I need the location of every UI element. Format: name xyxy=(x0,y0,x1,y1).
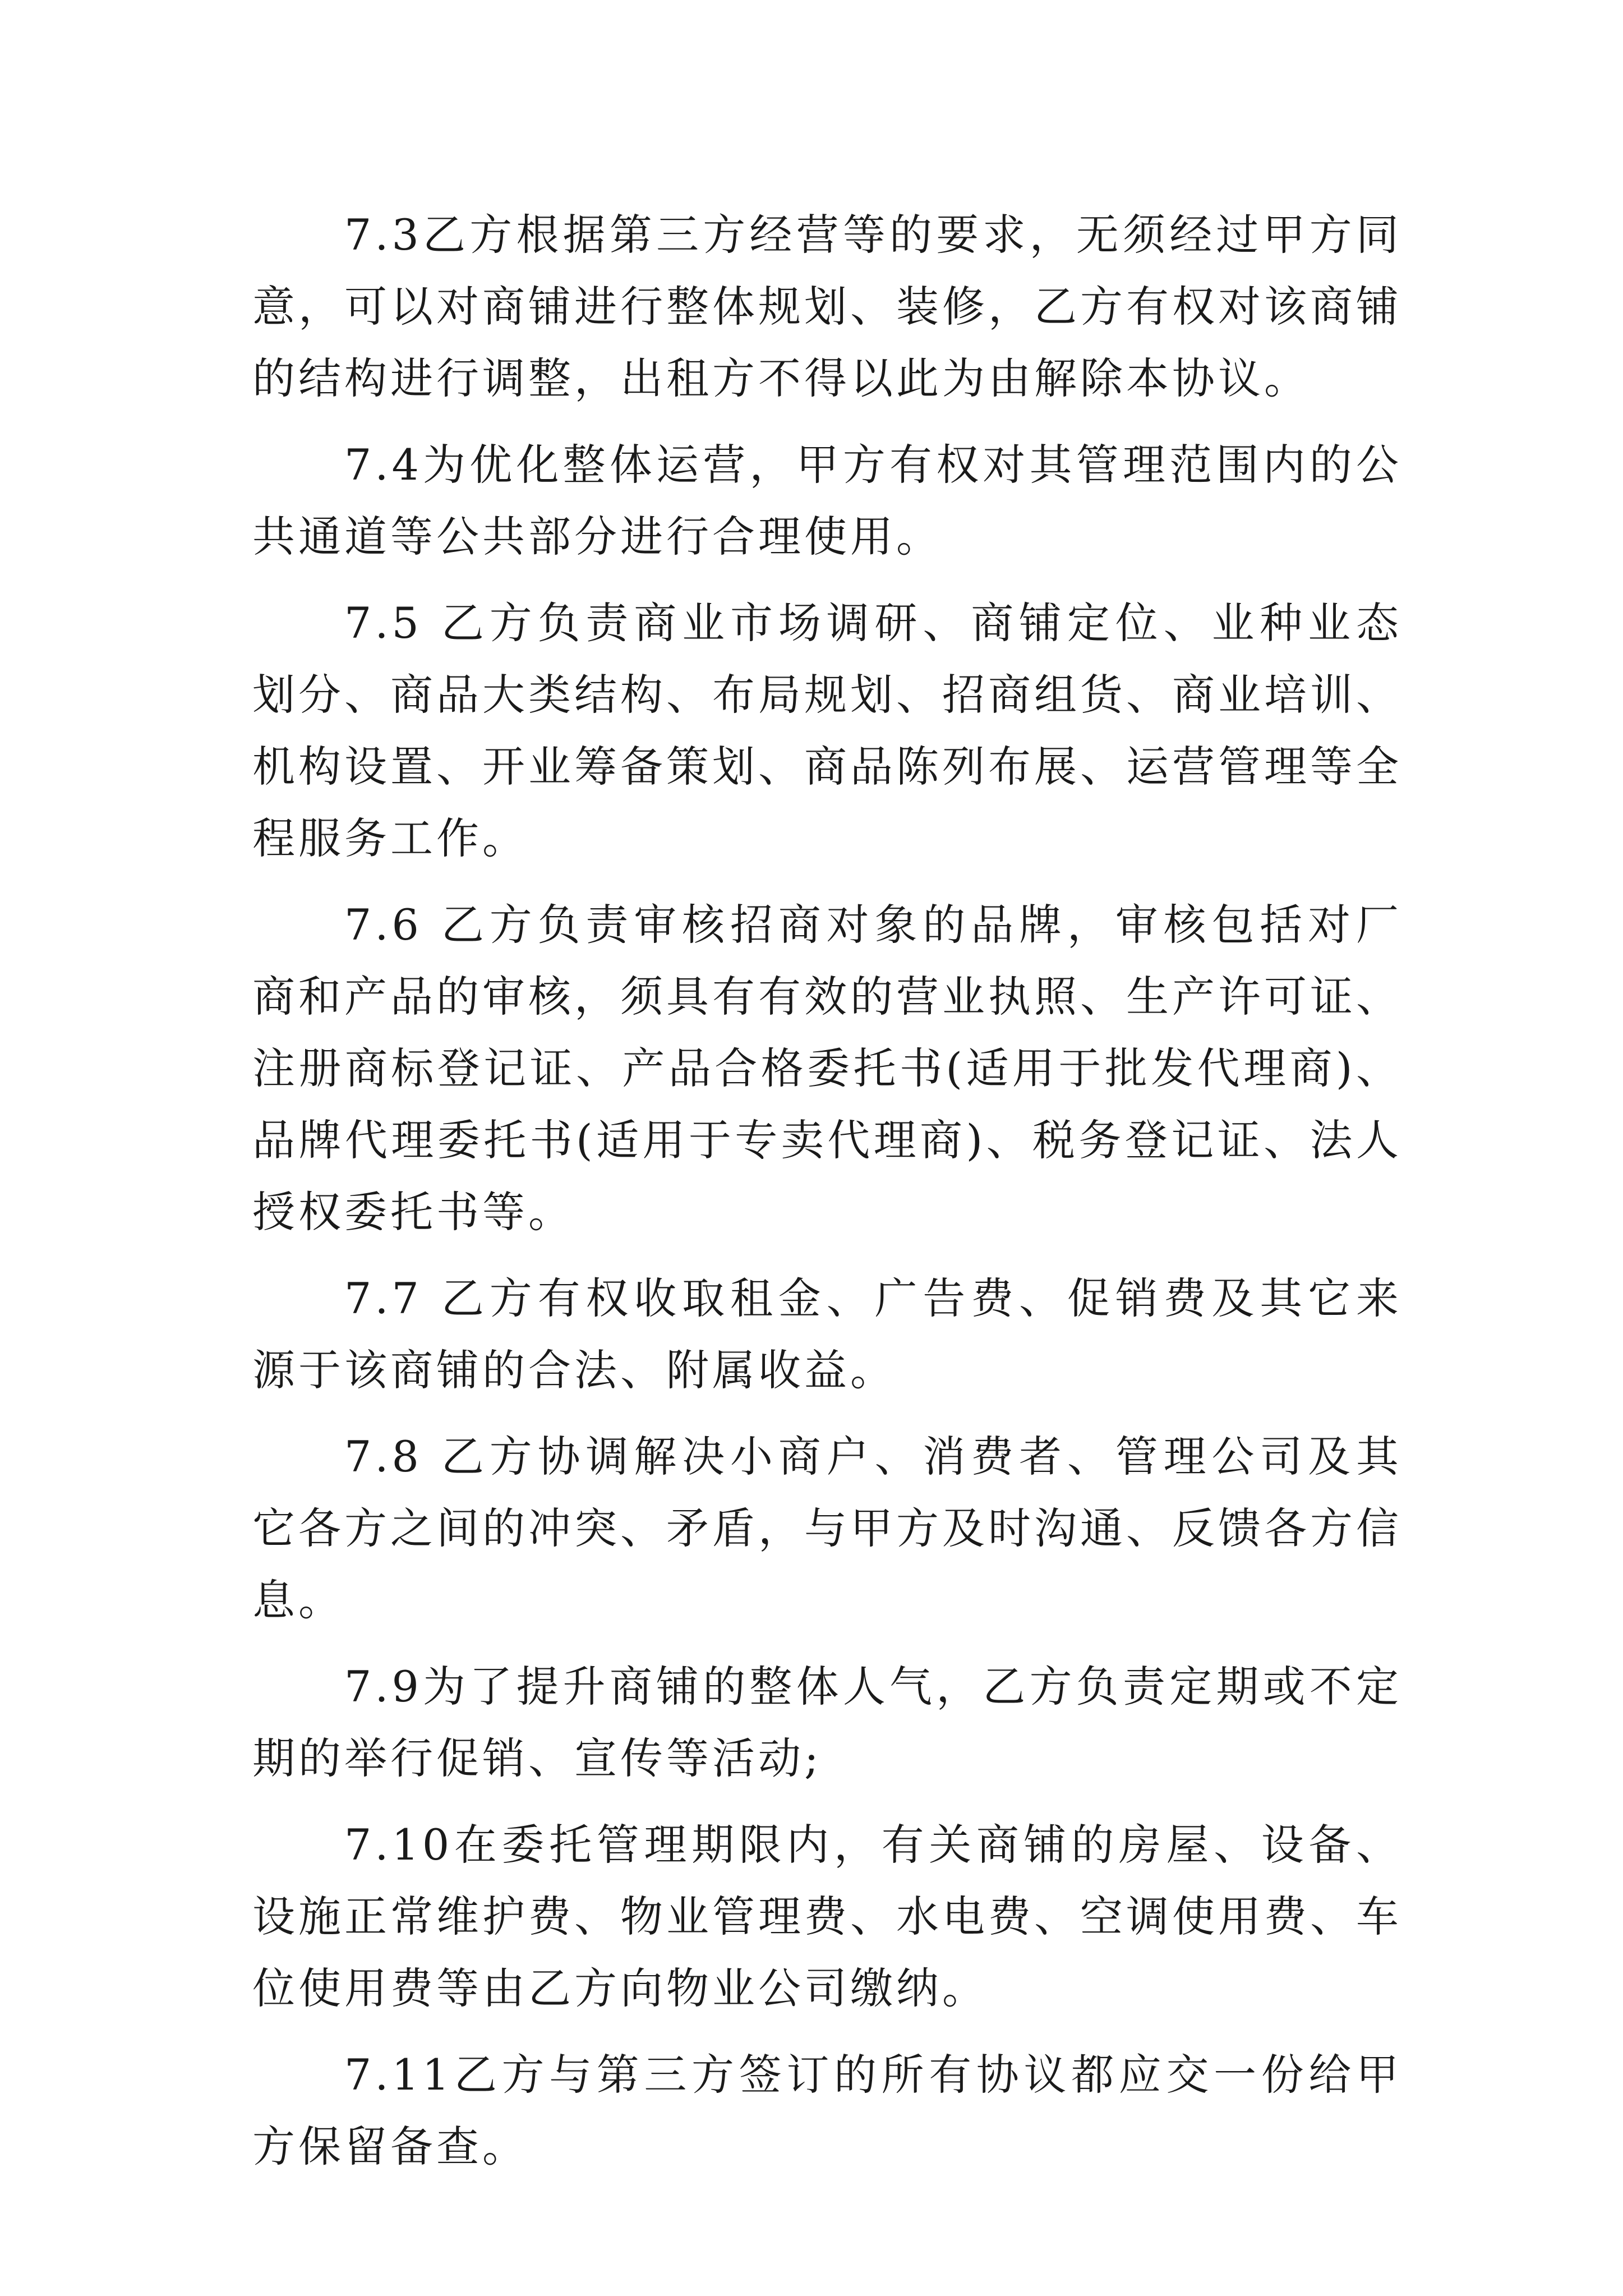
clause-7-6: 7.6 乙方负责审核招商对象的品牌，审核包括对厂商和产品的审核，须具有有效的营业执照、生产许可证、注册商标登记证、产品合格委托书(适用于批发代理商)、品牌代理委托书(适用于专卖代理商)、税务登记证、法人授权委托书等。 xyxy=(252,900,1402,1237)
clause-7-7: 7.7 乙方有权收取租金、广告费、促销费及其它来源于该商铺的合法、附属收益。 xyxy=(252,1273,1402,1395)
clause-7-4: 7.4为优化整体运营，甲方有权对其管理范围内的公共通道等公共部分进行合理使用。 xyxy=(252,440,1402,562)
clause-7-10: 7.10在委托管理期限内，有关商铺的房屋、设备、设施正常维护费、物业管理费、水电费、空调使用费、车位使用费等由乙方向物业公司缴纳。 xyxy=(252,1820,1402,2013)
clause-7-11: 7.11乙方与第三方签订的所有协议都应交一份给甲方保留备查。 xyxy=(252,2050,1402,2171)
document-body xyxy=(252,199,1402,2197)
clause-7-9: 7.9为了提升商铺的整体人气，乙方负责定期或不定期的举行促销、宣传等活动; xyxy=(252,1662,1402,1783)
clause-7-5: 7.5 乙方负责商业市场调研、商铺定位、业种业态划分、商品大类结构、布局规划、招商组货、商业培训、机构设置、开业筹备策划、商品陈列布展、运营管理等全程服务工作。 xyxy=(252,598,1402,863)
clause-7-3: 7.3乙方根据第三方经营等的要求，无须经过甲方同意，可以对商铺进行整体规划、装修，乙方有权对该商铺的结构进行调整，出租方不得以此为由解除本协议。 xyxy=(252,210,1402,403)
clause-7-8: 7.8 乙方协调解决小商户、消费者、管理公司及其它各方之间的冲突、矛盾，与甲方及时沟通、反馈各方信息。 xyxy=(252,1432,1402,1625)
